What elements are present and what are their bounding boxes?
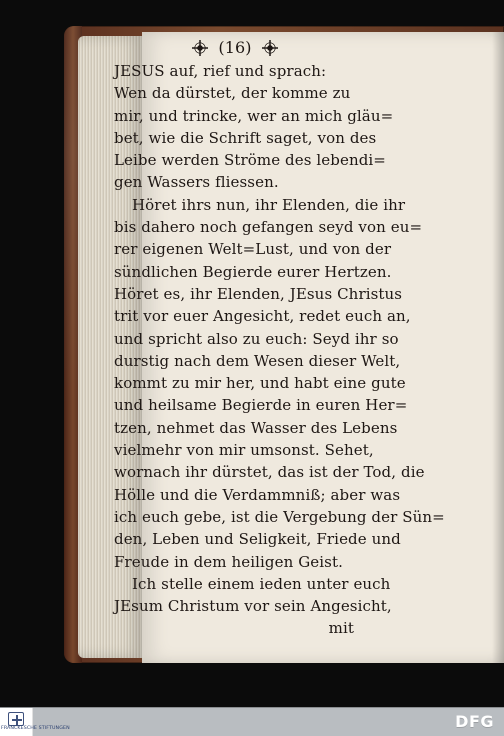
text-line: bis dahero noch gefangen seyd von eu=: [114, 218, 423, 237]
text-line: rer eigenen Welt=Lust, und von der: [114, 240, 392, 259]
text-line: trit vor euer Angesicht, redet euch an,: [114, 307, 411, 326]
text-line: JESUS auf, rief und sprach:: [114, 62, 327, 80]
funder-logo: DFG: [455, 712, 494, 731]
text-line: gen Wassers fliessen.: [114, 173, 279, 192]
page-header: [114, 36, 356, 60]
text-line: sündlichen Begierde eurer Hertzen.: [114, 262, 392, 281]
text-line: Wen da dürstet, der komme zu: [114, 84, 351, 103]
text-line: tzen, nehmet das Wasser des Lebens: [114, 418, 398, 437]
institution-logo-text: FRANCKESCHE STIFTUNGEN: [1, 725, 70, 731]
text-line: Leibe werden Ströme des lebendi=: [114, 151, 386, 170]
ornament-icon: [194, 42, 206, 54]
text-line: wornach ihr dürstet, das ist der Tod, die: [114, 463, 425, 482]
page-number: (16): [218, 38, 252, 57]
ornament-icon: [264, 42, 276, 54]
text-line: kommt zu mir her, und habt eine gute: [114, 374, 406, 393]
institution-logo-icon: [8, 712, 24, 726]
text-line: den, Leben und Seligkeit, Friede und: [114, 530, 401, 549]
institution-logo: [0, 708, 70, 736]
text-line: bet, wie die Schrift saget, von des: [114, 128, 377, 147]
text-line: durstig nach dem Wesen dieser Welt,: [114, 351, 401, 370]
text-line: vielmehr von mir umsonst. Sehet,: [114, 441, 374, 460]
text-line: Höret ihrs nun, ihr Elenden, die ihr: [132, 195, 406, 214]
text-line: Ich stelle einem ieden unter euch: [132, 574, 391, 593]
text-line: und spricht also zu euch: Seyd ihr so: [114, 329, 399, 348]
text-line: mir, und trincke, wer an mich gläu=: [114, 106, 394, 125]
text-line: Freude in dem heiligen Geist.: [114, 552, 343, 571]
viewer-footer-bar: [0, 707, 504, 736]
text-line: und heilsame Begierde in euren Her=: [114, 396, 408, 415]
text-line: Hölle und die Verdammniß; aber was: [114, 485, 401, 504]
catchword: mit: [328, 619, 354, 638]
page-right-edge-shadow: [492, 32, 504, 663]
text-line: JEsum Christum vor sein Angesicht,: [114, 597, 392, 616]
text-line: ich euch gebe, ist die Vergebung der Sün=: [114, 507, 445, 526]
text-line: Höret es, ihr Elenden, JEsus Christus: [114, 284, 403, 303]
text-lines: [114, 60, 445, 640]
